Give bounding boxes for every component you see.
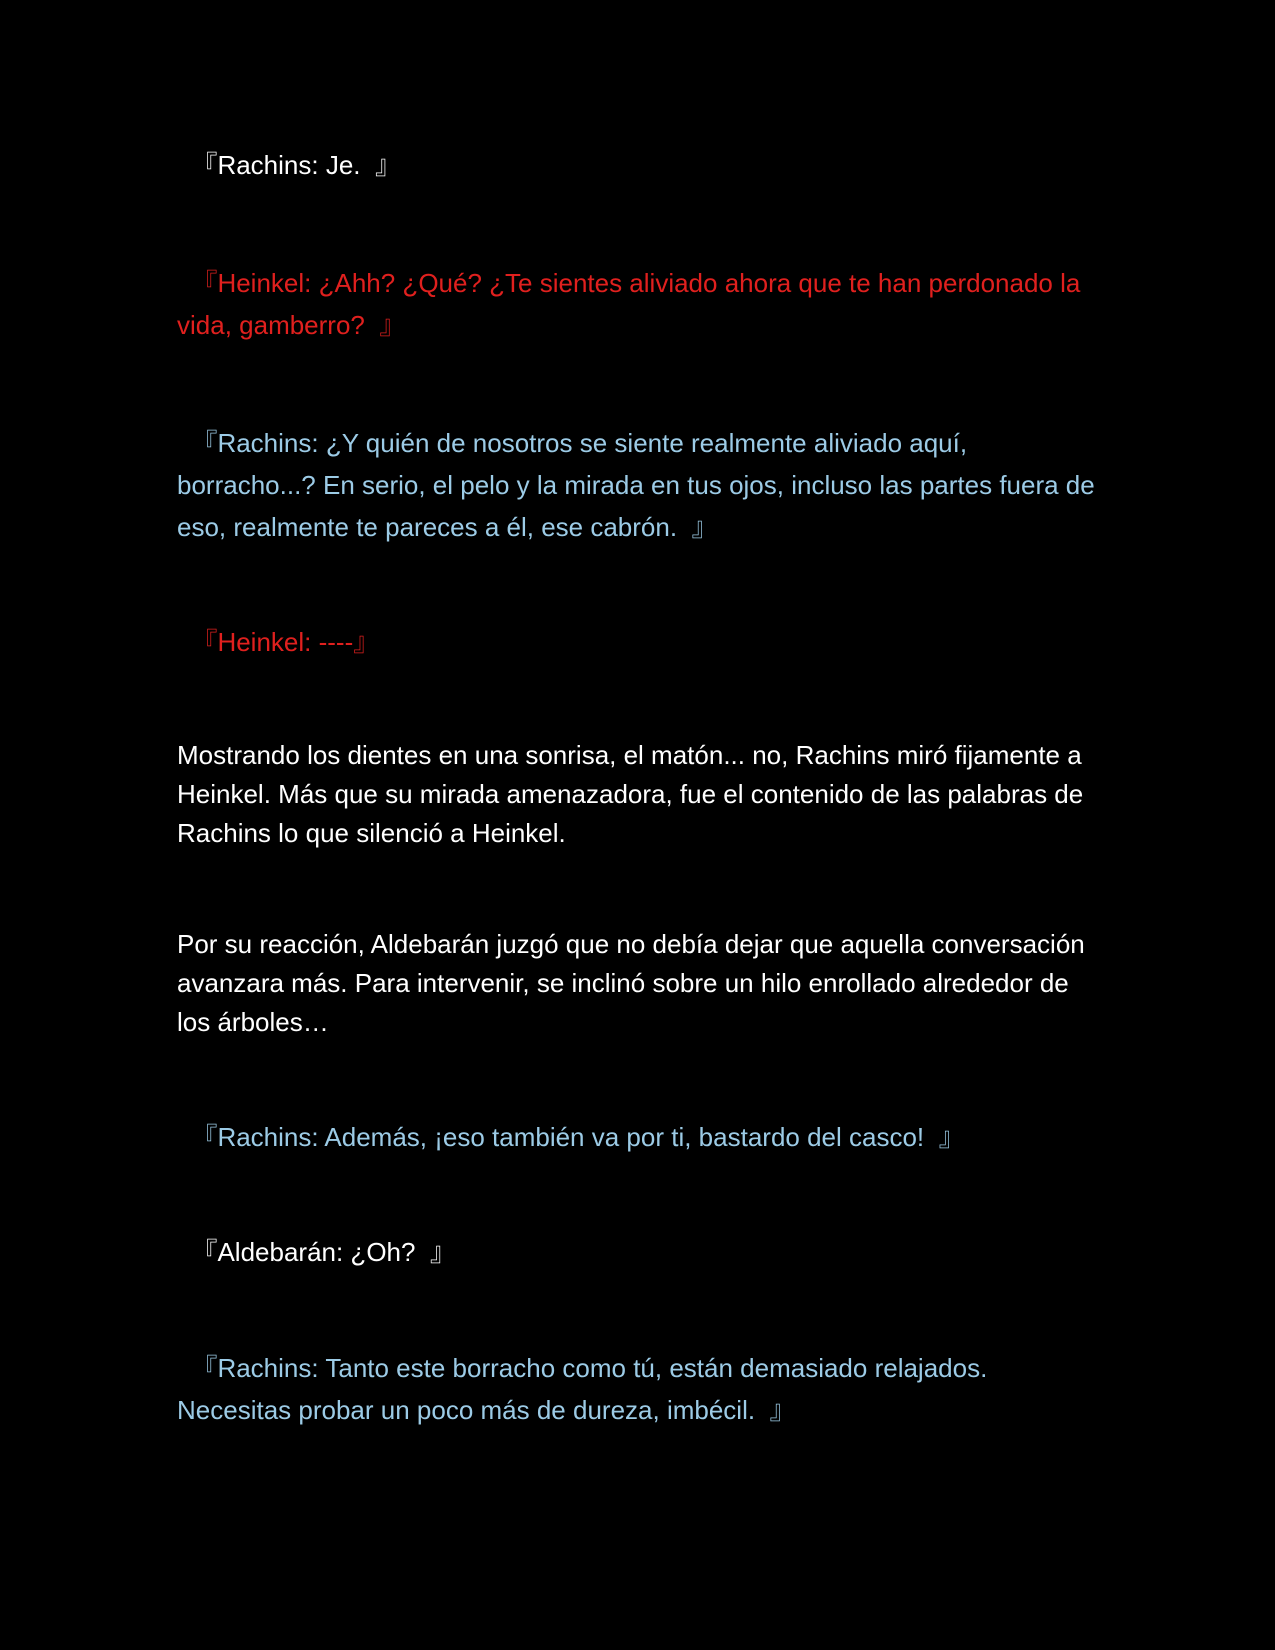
dialogue-heinkel-ahh: 『Heinkel: ¿Ahh? ¿Qué? ¿Te sientes aliviado ahora que te han perdonado la vida, gamberro? 』 [177,268,1081,340]
dialogue-rachins-borracho: 『Rachins: ¿Y quién de nosotros se siente realmente aliviado aquí, borracho...? En serio, el pelo y la mirada en tus ojos, incluso las partes fuera de eso, realmente te pareces a él, ese cabrón. 』 [177,428,1095,542]
dialogue-aldebaran-oh: 『Aldebarán: ¿Oh? 』 [177,1237,456,1267]
dialogue-heinkel-silence: 『Heinkel: ----』 [177,627,380,657]
narration-paragraph-1: Mostrando los dientes en una sonrisa, el matón... no, Rachins miró fijamente a Heinkel. Más que su mirada amenazadora, fue el contenido de las palabras de Rachins lo que silenció a Heinkel. [177,740,1084,848]
dialogue-rachins-relajados: 『Rachins: Tanto este borracho como tú, están demasiado relajados. Necesitas probar un poco más de dureza, imbécil. 』 [177,1353,988,1425]
dialogue-rachins-je: 『Rachins: Je. 』 [177,150,401,180]
dialogue-rachins-casco: 『Rachins: Además, ¡eso también va por ti, bastardo del casco! 』 [177,1122,965,1152]
narration-paragraph-2: Por su reacción, Aldebarán juzgó que no debía dejar que aquella conversación avanzara más. Para intervenir, se inclinó sobre un hilo enrollado alrededor de los árboles… [177,929,1085,1037]
